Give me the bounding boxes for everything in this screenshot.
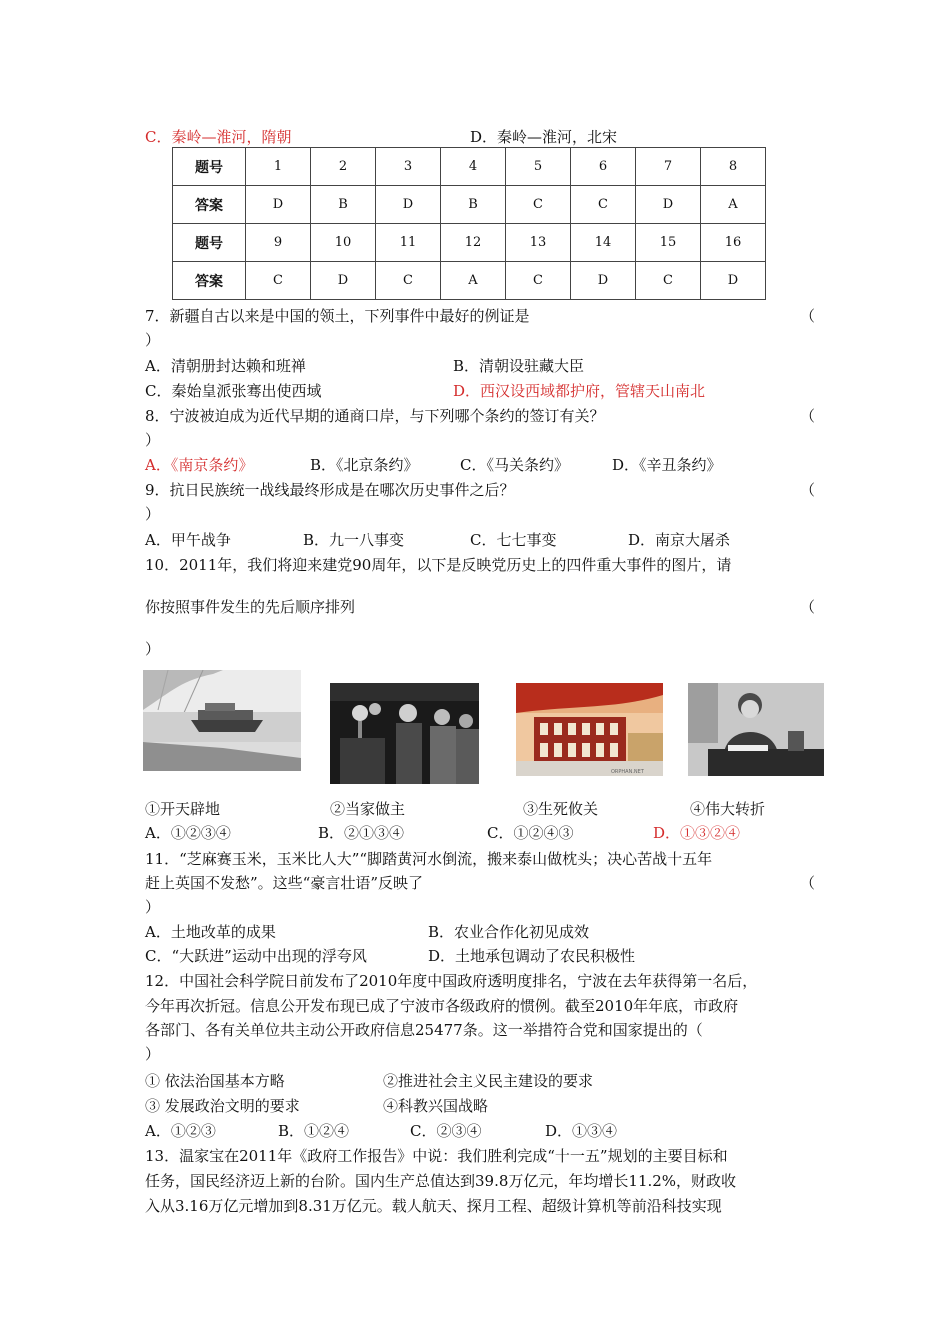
q8-option-d: D．《辛丑条约》 <box>612 456 722 474</box>
table-cell: B <box>311 186 376 224</box>
table-row <box>173 224 766 262</box>
q12-item-1: ① 依法治国基本方略 <box>145 1072 285 1090</box>
q10-stem-line1: 10．2011年，我们将迎来建党90周年，以下是反映党历史上的四件重大事件的图片，请 <box>145 556 732 574</box>
table-cell: 5 <box>506 148 571 186</box>
table-cell: C <box>506 262 571 300</box>
table-cell: D <box>636 186 701 224</box>
q11-paren-open: （ <box>800 874 816 892</box>
q9-option-b: B．九一八事变 <box>303 531 405 549</box>
q11-paren-close: ） <box>145 898 161 916</box>
q7-option-c: C．秦始皇派张骞出使西域 <box>145 382 322 400</box>
table-cell: D <box>701 262 766 300</box>
table-cell: C <box>246 262 311 300</box>
q11-option-b: B．农业合作化初见成效 <box>428 923 590 941</box>
q8-option-c: C．《马关条约》 <box>460 456 569 474</box>
table-cell: 12 <box>441 224 506 262</box>
q12-item-2: ②推进社会主义民主建设的要求 <box>383 1072 594 1090</box>
q13-stem-line2: 任务，国民经济迈上新的台阶。国内生产总值达到39.8万亿元，年均增长11.2%，财政收 <box>145 1172 737 1190</box>
table-label-answer: 答案 <box>173 186 246 224</box>
q9-option-c: C．七七事变 <box>470 531 557 549</box>
table-cell: 3 <box>376 148 441 186</box>
photo-watermark: ORPHAN.NET <box>611 769 644 775</box>
q10-paren-open: （ <box>800 598 816 616</box>
q12-stem-line1: 12．中国社会科学院日前发布了2010年度中国政府透明度排名，宁波在去年获得第一名后， <box>145 972 758 990</box>
table-cell: 9 <box>246 224 311 262</box>
leader-desk-photo <box>688 683 824 776</box>
q12-option-c: C．②③④ <box>410 1122 482 1140</box>
table-cell: 11 <box>376 224 441 262</box>
q7-option-a: A．清朝册封达赖和班禅 <box>145 357 306 375</box>
q10-paren-close: ） <box>145 640 161 658</box>
q6-option-c: C．秦岭—淮河，隋朝 <box>145 128 292 146</box>
table-cell: 2 <box>311 148 376 186</box>
table-label-answer: 答案 <box>173 262 246 300</box>
table-cell: A <box>701 186 766 224</box>
photo-caption-3: ③生死攸关 <box>523 800 599 818</box>
q11-option-c: C．“大跃进”运动中出现的浮夸风 <box>145 947 367 965</box>
table-cell: C <box>636 262 701 300</box>
q9-option-d: D．南京大屠杀 <box>628 531 731 549</box>
q10-option-d: D．①③②④ <box>653 824 741 842</box>
q6-option-d: D．秦岭—淮河，北宋 <box>470 128 618 146</box>
q7-stem: 7．新疆自古以来是中国的领土，下列事件中最好的例证是 <box>145 307 530 325</box>
table-label-number: 题号 <box>173 224 246 262</box>
table-cell: D <box>246 186 311 224</box>
q13-stem-line3: 入从3.16万亿元增加到8.31万亿元。载人航天、探月工程、超级计算机等前沿科技实现 <box>145 1197 722 1215</box>
table-cell: 15 <box>636 224 701 262</box>
zunyi-building-photo <box>516 683 663 776</box>
q10-option-b: B．②①③④ <box>318 824 405 842</box>
q7-paren-close: ） <box>145 331 161 349</box>
table-cell: A <box>441 262 506 300</box>
q8-option-b: B．《北京条约》 <box>310 456 419 474</box>
q11-stem-line1: 11．“芝麻赛玉米，玉米比人大”“脚踏黄河水倒流，搬来泰山做枕头；决心苦战十五年 <box>145 850 713 868</box>
red-boat-photo <box>143 670 301 771</box>
photo-caption-4: ④伟大转折 <box>690 800 766 818</box>
table-cell: C <box>506 186 571 224</box>
table-cell: C <box>571 186 636 224</box>
q9-option-a: A．甲午战争 <box>145 531 231 549</box>
q7-option-b: B．清朝设驻藏大臣 <box>453 357 585 375</box>
q11-stem-line2: 赶上英国不发愁”。这些“豪言壮语”反映了 <box>145 874 424 892</box>
photo-caption-2: ②当家做主 <box>330 800 406 818</box>
table-row <box>173 148 766 186</box>
q7-option-d: D．西汉设西域都护府，管辖天山南北 <box>453 382 706 400</box>
q8-paren-close: ） <box>145 431 161 449</box>
q11-option-a: A．土地改革的成果 <box>145 923 276 941</box>
table-row <box>173 186 766 224</box>
table-cell: B <box>441 186 506 224</box>
q12-option-d: D．①③④ <box>545 1122 618 1140</box>
answer-table <box>172 147 766 300</box>
photo-caption-1: ①开天辟地 <box>145 800 221 818</box>
q12-stem-line3: 各部门、各有关单位共主动公开政府信息25477条。这一举措符合党和国家提出的（ <box>145 1021 703 1039</box>
table-cell: 8 <box>701 148 766 186</box>
q10-option-c: C．①②④③ <box>487 824 574 842</box>
q9-paren-close: ） <box>145 505 161 523</box>
table-cell: 13 <box>506 224 571 262</box>
q8-option-a: A．《南京条约》 <box>145 456 254 474</box>
q12-paren-close: ） <box>145 1045 161 1063</box>
founding-ceremony-photo <box>330 683 479 784</box>
q12-item-4: ④科教兴国战略 <box>383 1097 489 1115</box>
table-cell: D <box>376 186 441 224</box>
table-cell: 7 <box>636 148 701 186</box>
table-cell: 10 <box>311 224 376 262</box>
q11-option-d: D．土地承包调动了农民积极性 <box>428 947 636 965</box>
table-cell: 14 <box>571 224 636 262</box>
table-label-number: 题号 <box>173 148 246 186</box>
table-cell: 6 <box>571 148 636 186</box>
table-cell: D <box>571 262 636 300</box>
table-cell: D <box>311 262 376 300</box>
q12-option-b: B．①②④ <box>278 1122 350 1140</box>
q7-paren-open: （ <box>800 307 816 325</box>
q9-stem: 9．抗日民族统一战线最终形成是在哪次历史事件之后？ <box>145 481 515 499</box>
table-row <box>173 262 766 300</box>
q13-stem-line1: 13．温家宝在2011年《政府工作报告》中说：我们胜利完成“十一五”规划的主要目标和 <box>145 1147 728 1165</box>
q12-item-3: ③ 发展政治文明的要求 <box>145 1097 300 1115</box>
table-cell: C <box>376 262 441 300</box>
q8-stem: 8．宁波被迫成为近代早期的通商口岸，与下列哪个条约的签订有关？ <box>145 407 605 425</box>
q8-paren-open: （ <box>800 407 816 425</box>
q12-stem-line2: 今年再次折冠。信息公开发布现已成了宁波市各级政府的惯例。截至2010年年底，市政府 <box>145 997 739 1015</box>
table-cell: 16 <box>701 224 766 262</box>
table-cell: 1 <box>246 148 311 186</box>
q10-stem-line2: 你按照事件发生的先后顺序排列 <box>145 598 356 616</box>
q9-paren-open: （ <box>800 481 816 499</box>
table-cell: 4 <box>441 148 506 186</box>
q10-option-a: A．①②③④ <box>145 824 231 842</box>
q12-option-a: A．①②③ <box>145 1122 216 1140</box>
